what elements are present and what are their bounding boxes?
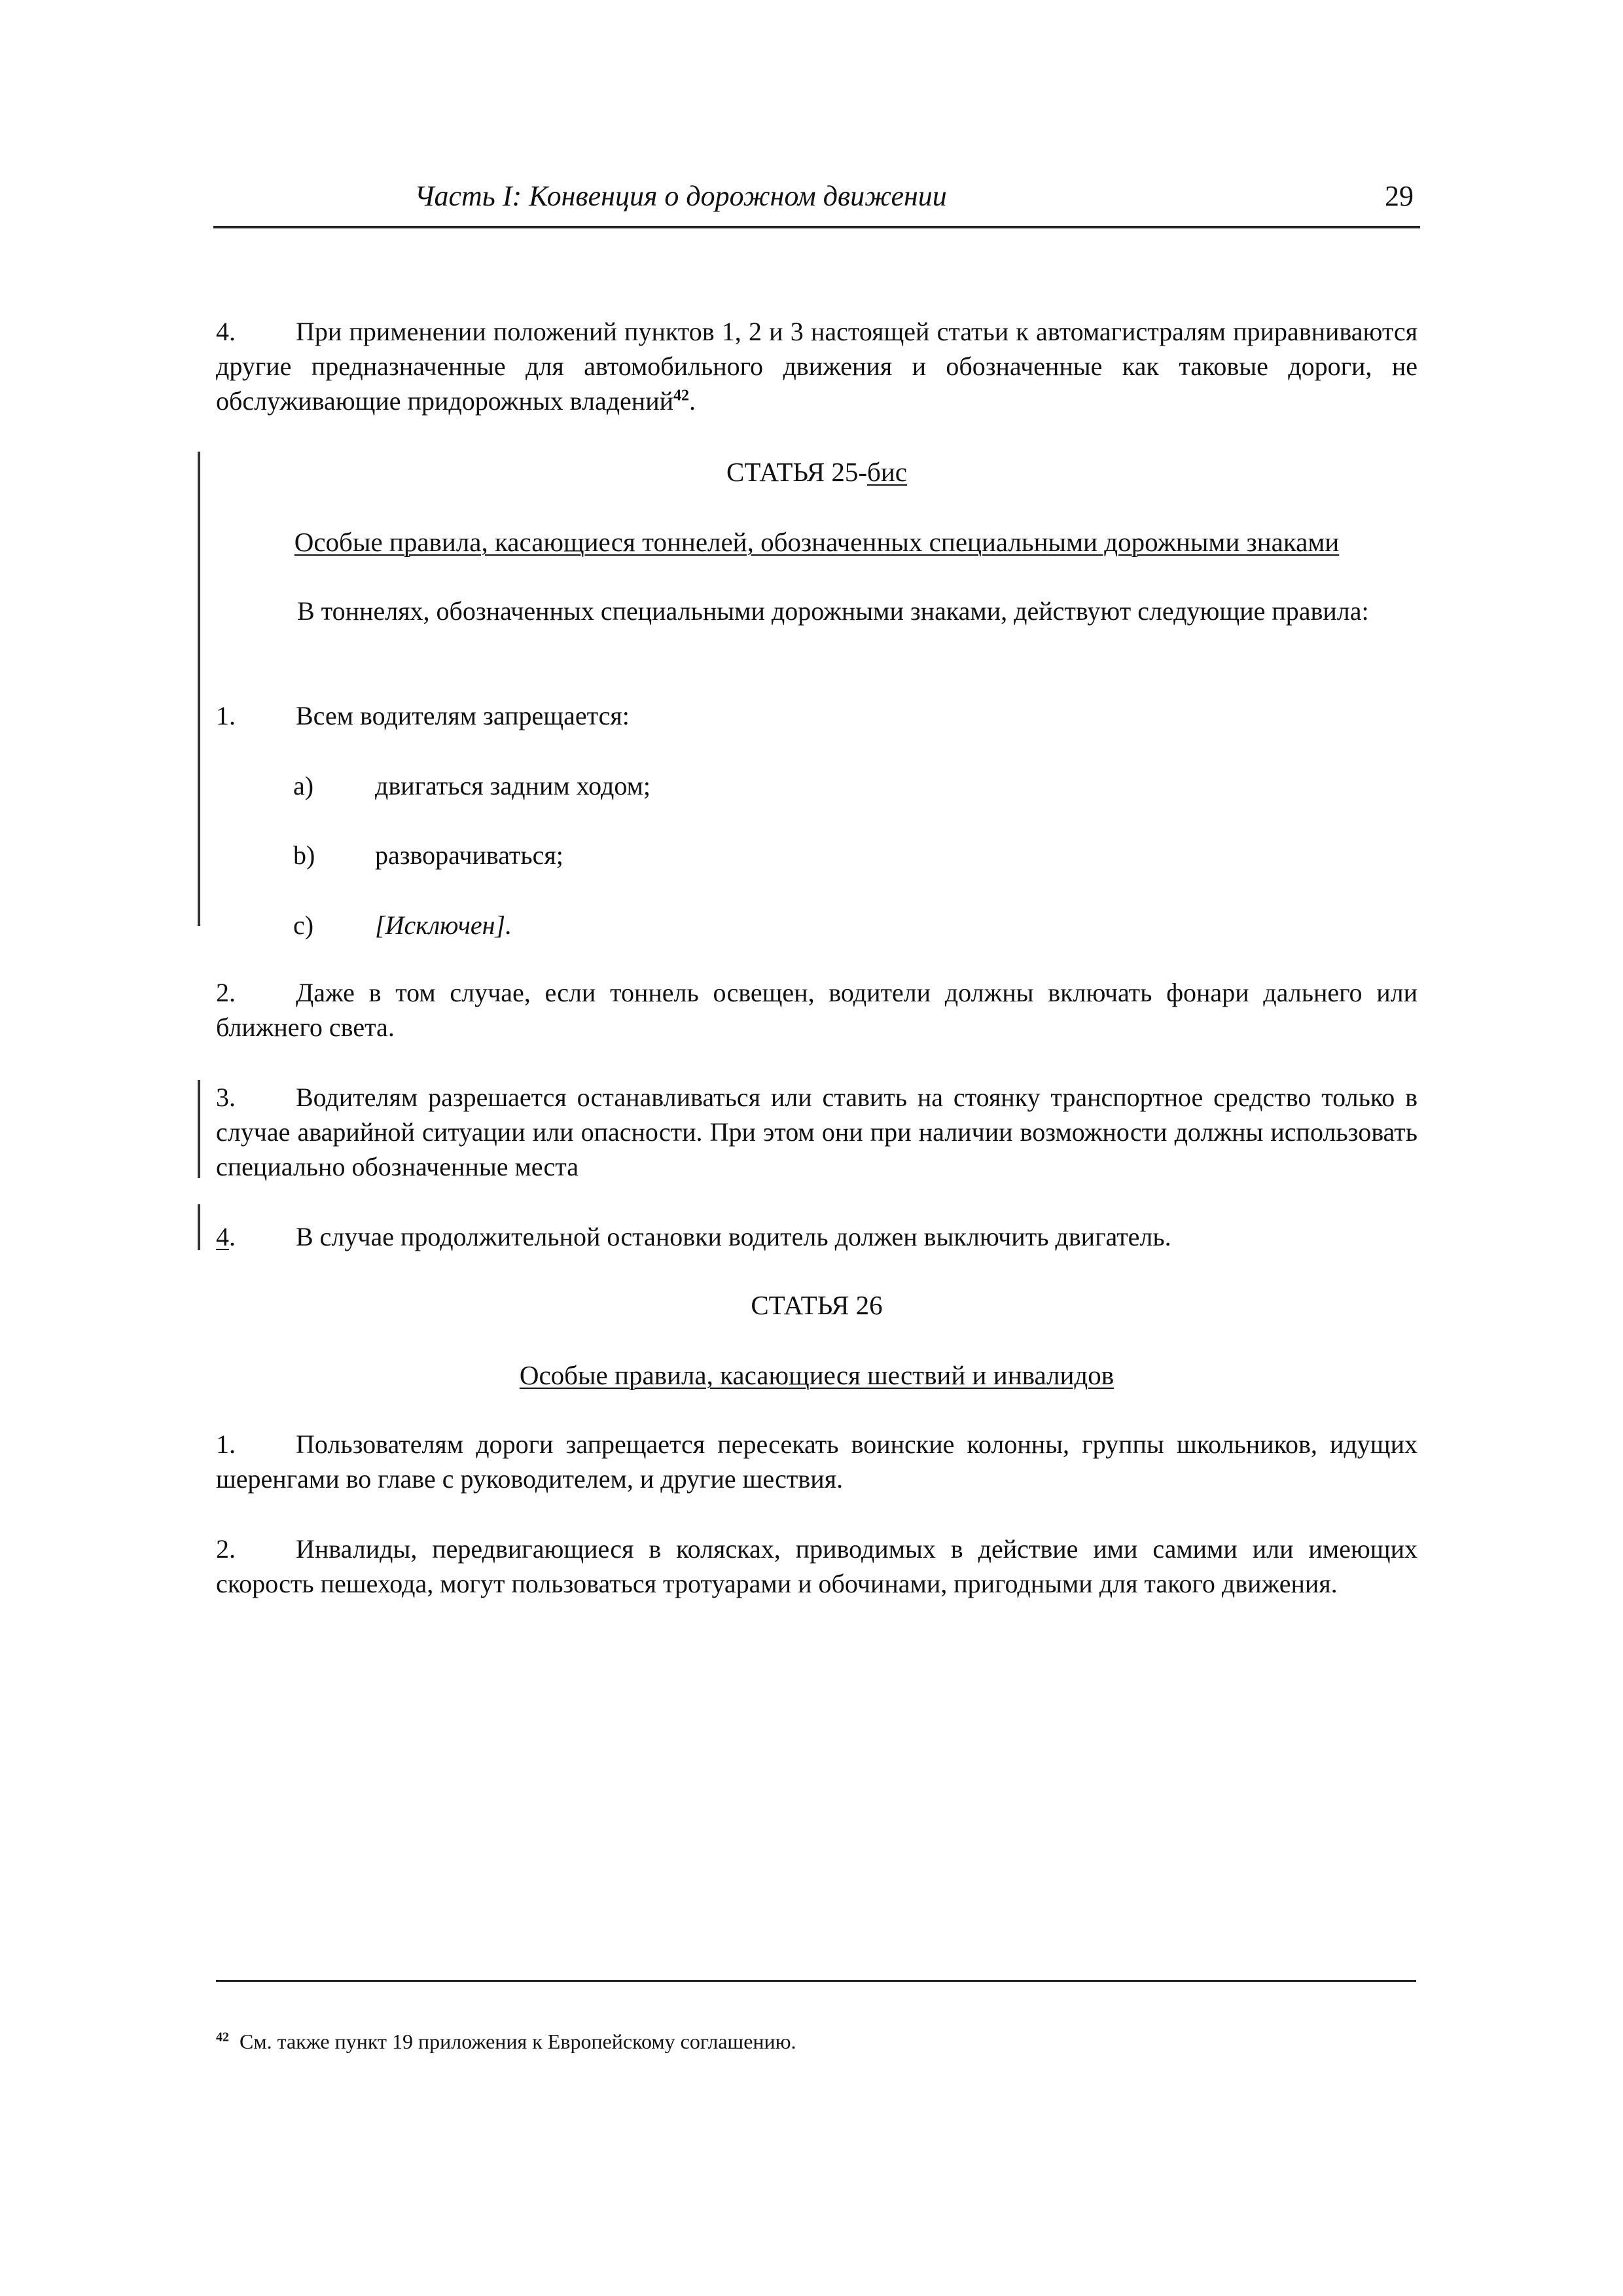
item-text: Даже в том случае, если тоннель освещен, водители должны включать фонари дальнего или ближнего света.	[216, 978, 1418, 1042]
page-number: 29	[1385, 180, 1414, 212]
article-25bis-item-4	[216, 1219, 1418, 1254]
revision-bar	[198, 1204, 200, 1250]
item-number-suffix: .	[229, 1222, 236, 1251]
subitem-letter: c)	[293, 910, 314, 940]
article-subtitle-text: Особые правила, касающиеся шествий и инвалидов	[519, 1360, 1115, 1390]
article-25bis-heading	[216, 454, 1418, 490]
item-number: 2.	[216, 978, 236, 1007]
subitem-text: разворачиваться;	[375, 840, 563, 870]
subitem-text: [Исключен].	[375, 910, 512, 940]
item-number: 3.	[216, 1083, 236, 1112]
article-25bis-intro	[216, 594, 1418, 628]
running-header-title: Часть I: Конвенция о дорожном движении	[414, 180, 947, 212]
footnote-marker: 42	[216, 2030, 229, 2045]
article-26-item-1	[216, 1427, 1418, 1496]
subitem-letter: a)	[293, 771, 314, 800]
subitem-text: двигаться задним ходом;	[375, 771, 651, 800]
paragraph-25-4	[216, 314, 1418, 418]
article-25bis-item-2	[216, 975, 1418, 1045]
footnote-rule	[216, 1980, 1416, 1982]
header-rule	[213, 226, 1420, 228]
item-text: Инвалиды, передвигающиеся в колясках, приводимых в действие ими самими или имеющих скорость пешехода, могут пользоваться тротуарами и обочинами, пригодными для такого движения.	[216, 1534, 1418, 1598]
article-25bis-subtitle	[216, 524, 1418, 560]
intro-text: В тоннелях, обозначенных специальными дорожными знаками, действуют следующие правила:	[297, 596, 1369, 626]
article-26-item-2	[216, 1532, 1418, 1601]
paragraph-tail: .	[689, 386, 696, 416]
article-heading-suffix: бис	[867, 457, 907, 487]
subitem-letter: b)	[293, 840, 315, 870]
item-text: Пользователям дороги запрещается пересекать воинские колонны, группы школьников, идущих шеренгами во главе с руководителем, и другие шествия.	[216, 1429, 1418, 1494]
article-26-subtitle	[216, 1357, 1418, 1393]
article-25bis-item-1	[216, 698, 1418, 733]
article-26-heading: СТАТЬЯ 26	[751, 1290, 883, 1320]
revision-bar	[198, 1080, 200, 1178]
footnote-reference: 42	[673, 387, 690, 404]
paragraph-text: При применении положений пунктов 1, 2 и 3 настоящей статьи к автомагистралям приравниваются другие предназначенные для автомобильного движения и обозначенные как таковые дороги, не обслуживающие придорожных владений	[216, 317, 1418, 416]
item-text: В случае продолжительной остановки водитель должен выключить двигатель.	[296, 1222, 1171, 1251]
article-25bis-item-3	[216, 1080, 1418, 1184]
revision-bar	[198, 452, 200, 926]
item-number: 2.	[216, 1534, 236, 1564]
article-heading-prefix: СТАТЬЯ 25-	[726, 457, 867, 487]
item-number: 1.	[216, 1429, 236, 1459]
item-text: Водителям разрешается останавливаться или ставить на стоянку транспортное средство только в случае аварийной ситуации или опасности. При этом они при наличии возможности должны использовать специально обозначенные места	[216, 1083, 1418, 1181]
paragraph-number: 4.	[216, 317, 236, 346]
item-number: 4	[216, 1222, 229, 1251]
article-subtitle-text: Особые правила, касающиеся тоннелей, обозначенных специальными дорожными знаками	[294, 527, 1340, 557]
item-number: 1.	[216, 701, 236, 730]
item-text: Всем водителям запрещается:	[296, 701, 630, 730]
footnote	[216, 2028, 1394, 2055]
footnote-text: См. также пункт 19 приложения к Европейскому соглашению.	[240, 2030, 796, 2053]
